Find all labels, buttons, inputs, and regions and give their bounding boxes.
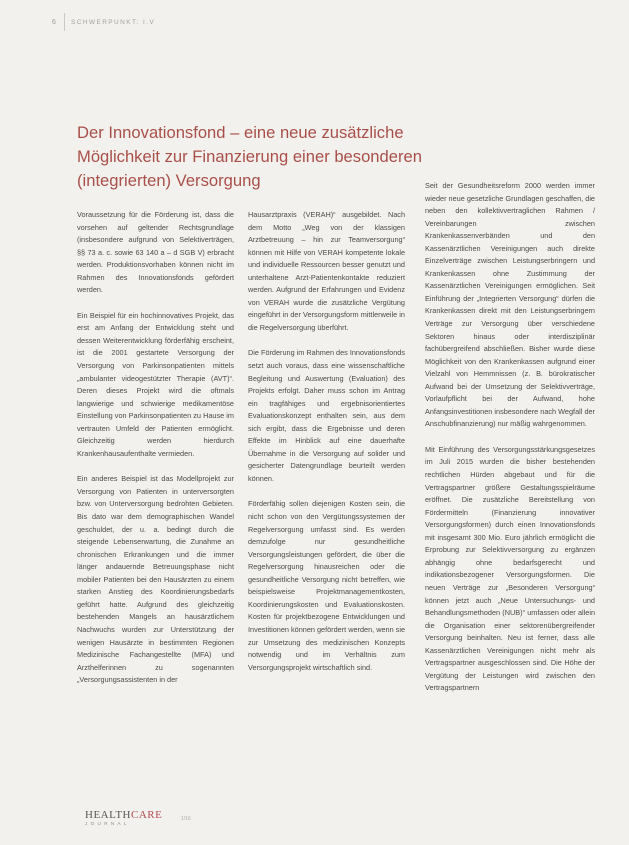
paragraph: Voraussetzung für die Förderung ist, dass die vorsehen auf geltender Rechtsgrundlage (insbesondere aufgrund von Selektiverträgen, §§ 73 a. c. sowie 63 140 a – d SGB V) erbracht werden. Produktionsvorhaben können nicht im Rahmen des Innovationsfonds gefördert werden. <box>77 210 234 295</box>
text-column-3 <box>425 180 595 708</box>
title-line: Der Innovationsfond – eine neue zusätzliche <box>77 123 404 142</box>
paragraph: Ein Beispiel für ein hochinnovatives Projekt, das erst am Anfang der Entwicklung steht und dessen Weiterentwicklung förderfähig erscheint, ist die 2001 gestartete Versorgung der Versorgung von Parkinsonpatienten mittels „ambulanter videogestützter Therapie (AVT)“. Deren dieses Projekt wird die oftmals langwierige und schwierige medikamentöse Einstellung von Parkinsonpatienten zu Hause im vertrauten Umfeld der Patienten ermöglicht. Gleichzeitig werden hierdurch Krankenhausaufenthalte vermieden. <box>77 310 234 458</box>
logo-subtitle: JOURNAL <box>85 821 130 826</box>
paragraph: Ein anderes Beispiel ist das Modellprojekt zur Versorgung von Patienten in unterversorgten bzw. von Unterversorgung bedrohten Gebieten. Bis dato war dem demographischen Wandel geschuldet, der u. a. bedingt durch die steigende Lebenserwartung, die Zunahme an chronischen Erkrankungen und die immer länger andauernde Betreuungsphase nicht mobiler Patienten bei den Hausärzten zu einem starken Anstieg des Koordinierungsbedarfs geführt hatte. Aufgrund des gleichzeitig bestehenden Mangels an hausärztlichem Nachwuchs wurden zur Unterstützung der wenigen Hausärzte in bestimmten Regionen Medizinische Fachangestellte (MFA) und Arzthelferinnen zu sogenannten „Versorgungsassistenten in der <box>77 474 234 685</box>
logo-wordmark <box>85 809 162 821</box>
text-column-2 <box>248 209 405 687</box>
title-line: Möglichkeit zur Finanzierung einer besonderen <box>77 147 422 166</box>
text-column-1 <box>77 209 234 700</box>
header-divider <box>64 13 65 31</box>
running-head: SCHWERPUNKT: I.V <box>71 19 156 26</box>
logo-main-text: HEALTH <box>85 809 131 821</box>
paragraph: Die Förderung im Rahmen des Innovationsfonds setzt auch voraus, dass eine wissenschaftliche Begleitung und Auswertung (Evaluation) des Projekts erfolgt. Daher muss schon im Antrag ein tragfähiges und ergebnisorientiertes Evaluationskonzept enthalten sein, aus dem sich ergibt, dass die Ergebnisse und deren Effekte im Hinblick auf eine dauerhafte Übernahme in die Versorgung auf solider und gesicherter Datengrundlage beurteilt werden können. <box>248 348 405 483</box>
paragraph: Seit der Gesundheitsreform 2000 werden immer wieder neue gesetzliche Grundlagen geschaffen, die neben den kollektivvertraglichen Rahmen / Vereinbarungen zwischen Krankenkassenverbänden und den Kassenärztlichen Vereinigungen auch direkte Einzelverträge zwischen Leistungserbringern und Krankenkassen ohne Zustimmung der Kassenärztlichen Vereinigungen ermöglichen. Seit Einführung der „Integrierten Versorgung“ dürfen die Krankenkassen direkt mit den Leistungserbringern Verträge zur Versorgung über verschiedene Sektoren hinaus oder interdisziplinär fachübergreifend abschließen. Bisher wurde diese Möglichkeit von den Krankenkassen aufgrund einer Vielzahl von Hemmnissen (z. B. bürokratischer Aufwand bei der Umsetzung der Selektivverträge, Vorlaufpflicht bei der Aufwand, hohe Anfangsinvestitionen insbesondere nach Wegfall der Anschubfinanzierung) nur mäßig wahrgenommen. <box>425 181 595 429</box>
page-number: 6 <box>52 19 56 26</box>
paragraph: Hausarztpraxis (VERAH)“ ausgebildet. Nach dem Motto „Weg von der klassigen Arztbetreuung – hin zur Teamversorgung“ können mit Hilfe von VERAH kompetente lokale und individuelle Ressourcen besser genutzt und unterhaltene Arzt-Patientenkontakte reduziert werden. Aufgrund der Erfahrungen und Evidenz von VERAH wurde die zusätzliche Vergütung eingeführt in der Versorgungsform mittlerweile in die Regelversorgung überführt. <box>248 210 405 332</box>
paragraph: Förderfähig sollen diejenigen Kosten sein, die nicht schon von den Vergütungssystemen der Regelversorgung umfasst sind. Es werden demzufolge nur gesundheitliche Versorgungsleistungen gefördert, die über die Regelversorgung hinausreichen oder die gesundheitliche Versorgung nicht betreffen, wie beispielsweise Projektmanagementkosten, Koordinierungskosten und Evaluationskosten. Kosten für projektbezogene Entwicklungen und Investitionen können gefördert werden, wenn sie zur Umsetzung des medizinischen Konzepts notwendig und im Verhältnis zum Versorgungsprojekt wirtschaftlich sind. <box>248 499 405 672</box>
title-line: (integrierten) Versorgung <box>77 171 261 190</box>
journal-logo <box>85 809 162 826</box>
article-title <box>77 121 437 193</box>
paragraph: Mit Einführung des Versorgungsstärkungsgesetzes im Juli 2015 wurden die bisher bestehenden rechtlichen Hürden abgebaut und für die Vertragspartner größere Gestaltungsspielräume eröffnet. Die zusätzliche Bereitstellung von Fördermitteln (Finanzierung innovativer Versorgungsformen) durch einen Innovationsfonds mit insgesamt 300 Mio. Euro jährlich ermöglicht die Erprobung zur Selektivversorgung zu ergänzen abhängig ohne bedarfsgerecht und indikationsbezogener Versorgungsformen. Die neuen Verträge zur „Besonderen Versorgung“ können jetzt auch „Neue Untersuchungs- und Behandlungsmethoden (NUB)“ umfassen oder allein die Organisation einer sektorenübergreifender Versorgung beinhalten. Neu ist ferner, dass alle Kassenärztlichen Vereinigungen nicht mehr als Vertragspartner ausgeschlossen sind. Die Höhe der Vergütung der Leistungen wird zwischen den Vertragspartnern <box>425 444 595 693</box>
issue-code: 1/16 <box>181 816 191 822</box>
logo-accent-text: CARE <box>130 809 163 821</box>
